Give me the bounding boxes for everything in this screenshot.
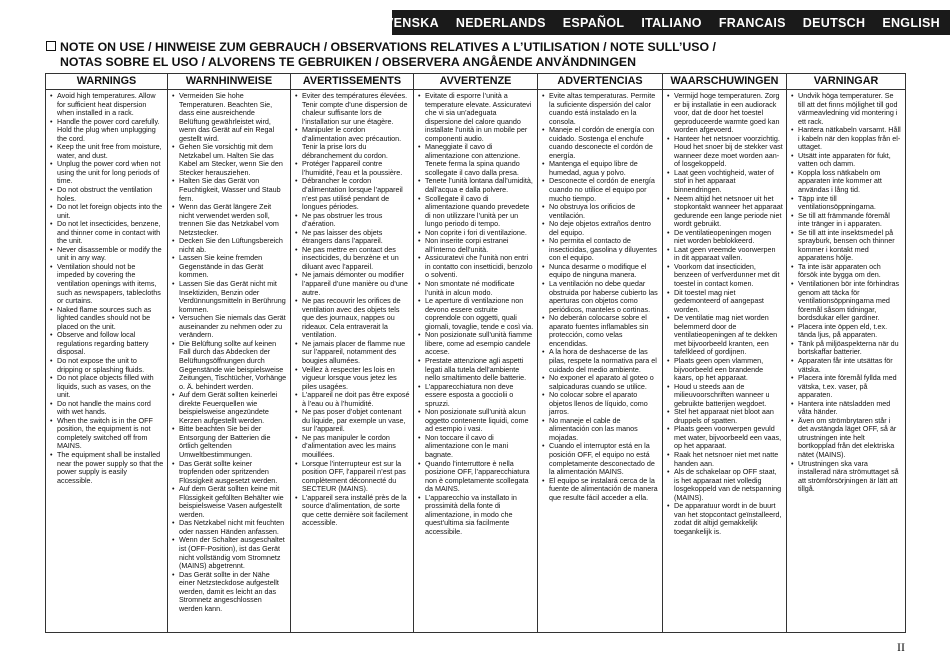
warning-item: • Ventilationen bör inte förhindras genom att täcka för ventilationsöppningarna med föremål såsom tidningar, bordsdukar eller gardiner.: [791, 280, 902, 323]
language-bar: [376, 10, 950, 35]
warning-item: • Apparaten får inte utsättas för vätska.: [791, 357, 902, 374]
warning-list: [168, 90, 290, 613]
warning-item: • Débrancher le cordon d’alimentation lorsque l’appareil n’est pas utilisé pendant de longues périodes.: [295, 177, 410, 211]
warning-item: • Hantera inte nätsladden med våta händer.: [791, 400, 902, 417]
column-french: [291, 74, 414, 632]
warning-item: • Ventilation should not be impeded by covering the ventilation openings with items, such as newspapers, tablecloths or curtains.: [50, 263, 164, 306]
warning-item: • Lorsque l’interrupteur est sur la position OFF, l’appareil n’est pas complètement déconnecté du SECTEUR (MAINS).: [295, 460, 410, 494]
warning-item: • Ne pas obstruer les trous d’aération.: [295, 212, 410, 229]
column-dutch: [663, 74, 787, 632]
warning-item: • Non inserite corpi estranei all’interno dell’unità.: [418, 237, 534, 254]
language-label: ITALIANO: [641, 15, 702, 30]
warning-item: • Quando l’interruttore è nella posizione OFF, l’apparecchiatura non è completamente scollegata da MAINS.: [418, 460, 534, 494]
warning-item: • Das Gerät sollte keiner tropfenden oder spritzenden Flüssigkeit ausgesetzt werden.: [172, 460, 287, 486]
warning-item: • Utrustningen ska vara installerad nära strömuttaget så att strömförsörjningen är lätt att tillgå.: [791, 460, 902, 494]
column-title: WARNHINWEISE: [168, 74, 290, 90]
warning-item: • Eviter des températures élevées. Tenir compte d’une dispersion de chaleur suffisante lors de l’installation sur une étagère.: [295, 92, 410, 126]
warning-item: • No obstruya los orificios de ventilación.: [542, 203, 659, 220]
warning-item: • No maneje el cable de alimentación con las manos mojadas.: [542, 417, 659, 443]
warning-item: • Never disassemble or modify the unit in any way.: [50, 246, 164, 263]
warning-item: • Hanteer het netsnoer voorzichtig. Houd het snoer bij de stekker vast wanneer deze moet worden aan- of losgekoppeld.: [667, 135, 783, 169]
warnings-table: [45, 73, 906, 633]
warning-item: • Ne pas mettre en contact des insecticides, du benzène et un diluant avec l’appareil.: [295, 246, 410, 272]
warning-item: • Mantenga el equipo libre de humedad, agua y polvo.: [542, 160, 659, 177]
column-title: VARNINGAR: [787, 74, 905, 90]
warning-item: • Maneje el cordón de energía con cuidado. Sostenga el enchufe cuando desconecte el cordón de energía.: [542, 126, 659, 160]
warning-item: • Ne pas laisser des objets étrangers dans l’appareil.: [295, 229, 410, 246]
warning-item: • Tänk på miljöaspekterna när du bortskaffar batterier.: [791, 340, 902, 357]
warning-item: • Plaats geen open vlammen, bijvoorbeeld een brandende kaars, op het apparaat.: [667, 357, 783, 383]
warning-item: • No deberán colocarse sobre el aparato fuentes inflamables sin protección, como velas encendidas.: [542, 314, 659, 348]
warning-item: • Ne pas poser d’objet contenant du liquide, par exemple un vase, sur l’appareil.: [295, 408, 410, 434]
warning-item: • Evitate di esporre l’unità a temperature elevate. Assicuratevi che vi sia un’adeguata dispersione del calore quando installate l’unità in un mobile per componenti audio.: [418, 92, 534, 143]
column-german: [168, 74, 291, 632]
warning-item: • Laat geen vochtigheid, water of stof in het apparaat binnendringen.: [667, 169, 783, 195]
warning-item: • Unplug the power cord when not using the unit for long periods of time.: [50, 160, 164, 186]
warning-item: • Non posizionate sull’unità alcun oggetto contenente liquidi, come ad esempio i vasi.: [418, 408, 534, 434]
column-title: AVVERTENZE: [414, 74, 537, 90]
column-title: WAARSCHUWINGEN: [663, 74, 786, 90]
warning-item: • No colocar sobre el aparato objetos llenos de líquido, como jarros.: [542, 391, 659, 417]
warning-item: • Veillez à respecter les lois en vigueur lorsque vous jetez les piles usagées.: [295, 366, 410, 392]
warning-item: • Als de schakelaar op OFF staat, is het apparaat niet volledig losgekoppeld van de netspanning (MAINS).: [667, 468, 783, 502]
warning-item: • Houd u steeds aan de milieuvoorschriften wanneer u gebruikte batterijen wegdoet.: [667, 383, 783, 409]
warning-item: • Prestate attenzione agli aspetti legati alla tutela dell’ambiente nello smaltimento delle batterie.: [418, 357, 534, 383]
warning-item: • Do not place objects filled with liquids, such as vases, on the unit.: [50, 374, 164, 400]
warning-item: • Desconecte el cordón de energía cuando no utilice el equipo por mucho tiempo.: [542, 177, 659, 203]
warning-item: • Do not expose the unit to dripping or splashing fluids.: [50, 357, 164, 374]
language-label: NEDERLANDS: [455, 15, 546, 30]
warning-item: • When the switch is in the OFF position, the equipment is not completely switched off from MAINS.: [50, 417, 164, 451]
warning-item: • Do not let foreign objects into the unit.: [50, 203, 164, 220]
warning-item: • Stel het apparaat niet bloot aan druppels of spatten.: [667, 408, 783, 425]
warning-item: • Maneggiate il cavo di alimentazione con attenzione. Tenete ferma la spina quando scollegate il cavo dalla presa.: [418, 143, 534, 177]
warning-item: • Versuchen Sie niemals das Gerät auseinander zu nehmen oder zu verändern.: [172, 314, 287, 340]
warning-item: • Do not obstruct the ventilation holes.: [50, 186, 164, 203]
warning-item: • Lassen Sie das Gerät nicht mit Insektiziden, Benzin oder Verdünnungsmitteln in Berührung kommen.: [172, 280, 287, 314]
warning-item: • De apparatuur wordt in de buurt van het stopcontact geïnstalleerd, zodat dit altijd gemakkelijk toegankelijk is.: [667, 502, 783, 536]
column-english: [46, 74, 168, 632]
warning-item: • Auf dem Gerät sollten keinerlei direkte Feuerquellen wie beispielsweise angezündete Kerzen aufgestellt werden.: [172, 391, 287, 425]
warning-item: • Naked flame sources such as lighted candles should not be placed on the unit.: [50, 306, 164, 332]
warning-item: • Koppla loss nätkabeln om apparaten inte kommer att användas i lång tid.: [791, 169, 902, 195]
warning-item: • Keep the unit free from moisture, water, and dust.: [50, 143, 164, 160]
warning-item: • Ta inte isär apparaten och försök inte bygga om den.: [791, 263, 902, 280]
warning-item: • Manipuler le cordon d’alimentation avec précaution. Tenir la prise lors du débranchement du cordon.: [295, 126, 410, 160]
column-italian: [414, 74, 538, 632]
column-title: AVERTISSEMENTS: [291, 74, 413, 90]
warning-item: • Avoid high temperatures. Allow for sufficient heat dispersion when installed in a rack.: [50, 92, 164, 118]
warning-list: [291, 90, 413, 528]
warning-item: • Ne jamais placer de flamme nue sur l’appareil, notamment des bougies allumées.: [295, 340, 410, 366]
warning-item: • Hantera nätkabeln varsamt. Håll i kabeln när den kopplas från el-uttaget.: [791, 126, 902, 152]
warning-item: • Se till att inte insektsmedel på sprayburk, bensen och thinner kommer i kontakt med apparatens hölje.: [791, 229, 902, 263]
warning-item: • L’appareil sera installé près de la source d’alimentation, de sorte que cette dernière soit facilement accessible.: [295, 494, 410, 528]
warning-item: • Halten Sie das Gerät von Feuchtigkeit, Wasser und Staub fern.: [172, 177, 287, 203]
warning-item: • Laat geen vreemde voorwerpen in dit apparaat vallen.: [667, 246, 783, 263]
heading-line-2: NOTAS SOBRE EL USO / ALVORENS TE GEBRUIKEN / OBSERVERA ANGÅENDE ANVÄNDNINGEN: [60, 54, 636, 69]
warning-item: • Se till att främmande föremål inte tränger in i apparaten.: [791, 212, 902, 229]
warning-item: • L’apparecchiatura non deve essere esposta a gocciolii o spruzzi.: [418, 383, 534, 409]
warning-item: • Wenn das Gerät längere Zeit nicht verwendet werden soll, trennen Sie das Netzkabel vom Netzstecker.: [172, 203, 287, 237]
warning-item: • Das Netzkabel nicht mit feuchten oder nassen Händen anfassen.: [172, 519, 287, 536]
warning-item: • Vermeiden Sie hohe Temperaturen. Beachten Sie, dass eine ausreichende Belüftung gewährleistet wird, wenn das Gerät auf ein Regal gestellt wird.: [172, 92, 287, 143]
warning-item: • De ventilatie mag niet worden belemmerd door de ventilatieopeningen af te dekken met bijvoorbeeld kranten, een tafelkleed of gordijnen.: [667, 314, 783, 357]
warning-item: • Handle the power cord carefully. Hold the plug when unplugging the cord.: [50, 118, 164, 144]
warning-item: • Protéger l’appareil contre l’humidité, l’eau et la poussière.: [295, 160, 410, 177]
warning-item: • Placera inte öppen eld, t.ex. tända ljus, på apparaten.: [791, 323, 902, 340]
heading-line-1: NOTE ON USE / HINWEISE ZUM GEBRAUCH / OBSERVATIONS RELATIVES A L’UTILISATION / NOTE SULL’USO /: [46, 40, 906, 55]
warning-item: • Non posizionate sull’unità fiamme libere, come ad esempio candele accese.: [418, 331, 534, 357]
warning-item: • Undvik höga temperaturer. Se till att det finns möjlighet till god värmeavledning vid montering i ett rack.: [791, 92, 902, 126]
warning-item: • Vermijd hoge temperaturen. Zorg er bij installatie in een audiorack voor, dat de door het toestel geproduceerde warmte goed kan worden afgevoerd.: [667, 92, 783, 135]
language-label: SVENSKA: [376, 15, 439, 30]
warning-item: • Nunca desarme o modifique el equipo de ninguna manera.: [542, 263, 659, 280]
warning-item: • Ne jamais démonter ou modifier l’appareil d’une manière ou d’une autre.: [295, 271, 410, 297]
column-title: WARNINGS: [46, 74, 167, 90]
warning-list: [663, 90, 786, 536]
warning-item: • Lassen Sie keine fremden Gegenstände in das Gerät kommen.: [172, 254, 287, 280]
warning-item: • Non toccare il cavo di alimentazione con le mani bagnate.: [418, 434, 534, 460]
warning-item: • L’appareil ne doit pas être exposé à l’eau ou à l’humidité.: [295, 391, 410, 408]
warning-item: • Wenn der Schalter ausgeschaltet ist (OFF-Position), ist das Gerät nicht vollständig vom Stromnetz (MAINS) abgetrennt.: [172, 536, 287, 570]
language-label: DEUTSCH: [802, 15, 866, 30]
warning-item: • Bitte beachten Sie bei der Entsorgung der Batterien die örtlich geltenden Umweltbestimmungen.: [172, 425, 287, 459]
warning-item: • No exponer el aparato al goteo o salpicaduras cuando se utilice.: [542, 374, 659, 391]
warning-item: • No permita el contacto de insecticidas, gasolina y diluyentes con el equipo.: [542, 237, 659, 263]
warning-item: • Även om strömbrytaren står i det avstängda läget OFF, så är utrustningen inte helt bortkopplad från det elektriska nätet (MAINS).: [791, 417, 902, 460]
warning-item: • Ne pas manipuler le cordon d’alimentation avec les mains mouillées.: [295, 434, 410, 460]
checkbox-square-icon: [46, 41, 56, 51]
warning-item: • Non coprite i fori di ventilazione.: [418, 229, 534, 238]
warning-item: • Täpp inte till ventilationsöppningarna.: [791, 195, 902, 212]
warning-item: • Raak het netsnoer niet met natte handen aan.: [667, 451, 783, 468]
warning-item: • Dit toestel mag niet gedemonteerd of aangepast worden.: [667, 289, 783, 315]
warning-item: • De ventilatieopeningen mogen niet worden beblokkeerd.: [667, 229, 783, 246]
warning-item: • No deje objetos extraños dentro del equipo.: [542, 220, 659, 237]
warning-item: • Decken Sie den Lüftungsbereich nicht ab.: [172, 237, 287, 254]
warning-item: • Placera inte föremål fyllda med vätska, t.ex. vaser, på apparaten.: [791, 374, 902, 400]
warning-item: • Neem altijd het netsnoer uit het stopkontakt wanneer het apparaat gedurende een lange periode niet wordt gebruikt.: [667, 195, 783, 229]
warning-item: • Voorkom dat insecticiden, benzeen of verfverdunner met dit toestel in contact komen.: [667, 263, 783, 289]
warning-item: • A la hora de deshacerse de las pilas, respete la normativa para el cuidado del medio ambiente.: [542, 348, 659, 374]
warning-item: • La ventilación no debe quedar obstruida por haberse cubierto las aperturas con objetos como periódicos, manteles o cortinas.: [542, 280, 659, 314]
warning-item: • Le aperture di ventilazione non devono essere ostruite coprendole con oggetti, quali giornali, tovaglie, tende e così via.: [418, 297, 534, 331]
warning-item: • Auf dem Gerät sollten keine mit Flüssigkeit gefüllten Behälter wie beispielsweise Vasen aufgestellt werden.: [172, 485, 287, 519]
column-spanish: [538, 74, 663, 632]
warning-item: • Evite altas temperaturas. Permite la suficiente dispersión del calor cuando está instalado en la consola.: [542, 92, 659, 126]
warning-item: • Plaats geen voorwerpen gevuld met water, bijvoorbeeld een vaas, op het apparaat.: [667, 425, 783, 451]
warning-item: • Utsätt inte apparaten för fukt, vatten och damm.: [791, 152, 902, 169]
warning-item: • Observe and follow local regulations regarding battery disposal.: [50, 331, 164, 357]
warning-list: [414, 90, 537, 536]
language-label: FRANCAIS: [718, 15, 786, 30]
warning-list: [46, 90, 167, 485]
warning-item: • Gehen Sie vorsichtig mit dem Netzkabel um. Halten Sie das Kabel am Stecker, wenn Sie den Stecker herausziehen.: [172, 143, 287, 177]
warning-item: • Do not let insecticides, benzene, and thinner come in contact with the unit.: [50, 220, 164, 246]
warning-item: • Cuando el interruptor está en la posición OFF, el equipo no está completamente desconectado de la alimentación MAINS.: [542, 442, 659, 476]
warning-item: • Die Belüftung sollte auf keinen Fall durch das Abdecken der Belüftungsöffnungen durch Gegenstände wie beispielsweise Zeitungen, Tischtücher, Vorhänge o. Ä. behindert werden.: [172, 340, 287, 391]
warning-list: [538, 90, 662, 502]
column-title: ADVERTENCIAS: [538, 74, 662, 90]
warning-item: • Ne pas recouvrir les orifices de ventilation avec des objets tels que des journaux, nappes ou rideaux. Cela entraverait la ventilation.: [295, 297, 410, 340]
warning-item: • Non smontate né modificate l’unità in alcun modo.: [418, 280, 534, 297]
warning-item: • Scollegate il cavo di alimentazione quando prevedete di non utilizzare l’unità per un lungo periodo di tempo.: [418, 195, 534, 229]
column-swedish: [787, 74, 905, 632]
section-heading: [46, 40, 906, 69]
language-label: ENGLISH: [882, 15, 940, 30]
warning-item: • The equipment shall be installed near the power supply so that the power supply is easily accessible.: [50, 451, 164, 485]
warning-item: • Assicuratevi che l’unità non entri in contatto con insetticidi, benzolo o solventi.: [418, 254, 534, 280]
warning-item: • El equipo se instalará cerca de la fuente de alimentación de manera que resulte fácil acceder a ella.: [542, 477, 659, 503]
language-label: ESPAÑOL: [562, 15, 625, 30]
warning-item: • Do not handle the mains cord with wet hands.: [50, 400, 164, 417]
warning-item: • Tenete l’unità lontana dall’umidità, dall’acqua e dalla polvere.: [418, 177, 534, 194]
warning-item: • L’apparecchio va installato in prossimità della fonte di alimentazione, in modo che quest’ultima sia facilmente accessibile.: [418, 494, 534, 537]
page-number: II: [897, 640, 905, 654]
warning-list: [787, 90, 905, 494]
warning-item: • Das Gerät sollte in der Nähe einer Netzsteckdose aufgestellt werden, damit es leicht an das Stromnetz angeschlossen werden kann.: [172, 571, 287, 614]
